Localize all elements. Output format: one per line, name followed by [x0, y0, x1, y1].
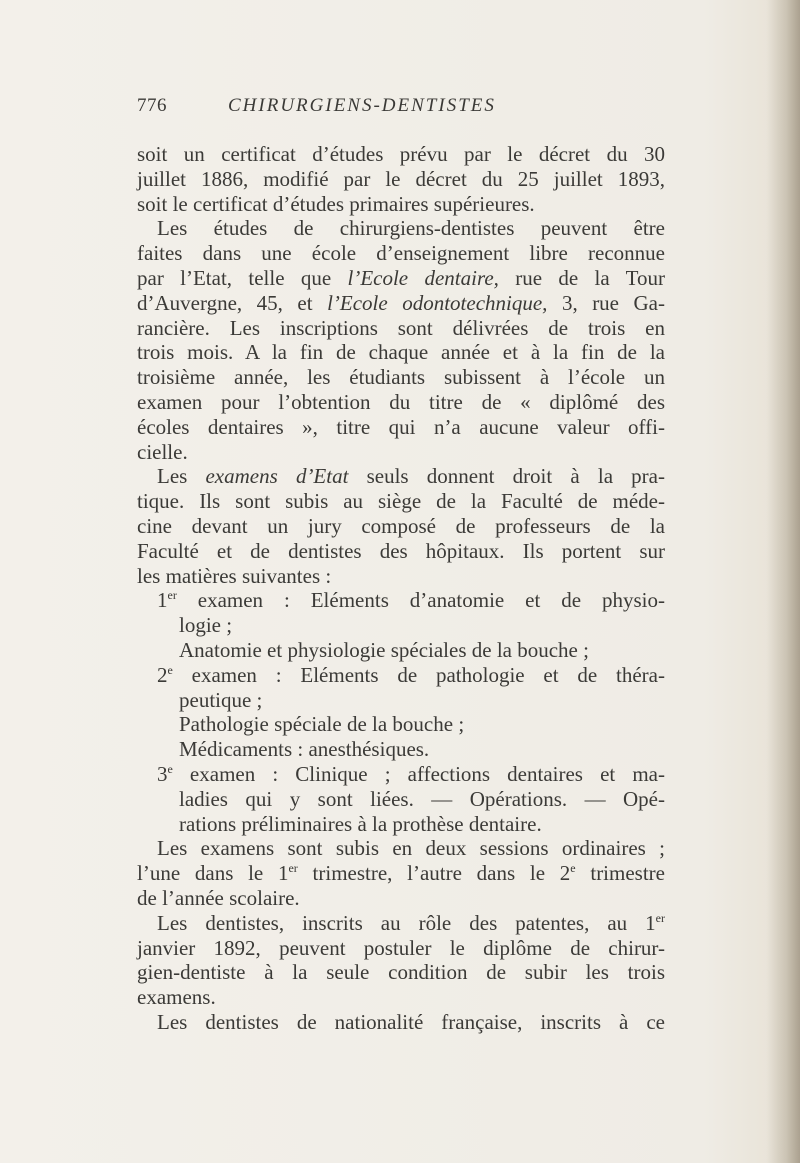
text-segment: de l’année scolaire. — [137, 885, 300, 910]
text-segment: 3, rue Ga- — [547, 290, 665, 315]
italic-phrase: examens d’Etat — [205, 464, 349, 489]
italic-phrase: l’Ecole odontotechnique, — [327, 290, 548, 315]
text-segment: trimestre — [575, 861, 665, 886]
text-line — [137, 1010, 665, 1035]
text-segment: rue de la Tour — [498, 265, 665, 290]
text-line — [137, 712, 665, 737]
text-line — [137, 663, 665, 688]
text-segment: tique. Ils sont subis au siège de la Faculté de méde- — [137, 489, 665, 514]
text-segment: examens. — [137, 985, 216, 1010]
text-line — [137, 762, 665, 787]
text-line — [137, 737, 665, 762]
text-line — [137, 985, 665, 1010]
text-line — [137, 241, 665, 266]
text-segment: les matières suivantes : — [137, 563, 332, 588]
text-line — [137, 192, 665, 217]
text-line — [137, 440, 665, 465]
text-line — [137, 638, 665, 663]
text-segment: soit un certificat d’études prévu par le décret du 30 — [137, 142, 665, 166]
text-line — [137, 365, 665, 390]
ordinal-suffix: e — [167, 761, 173, 776]
text-segment: examen : Clinique ; affections dentaires et ma- — [172, 761, 665, 786]
text-line — [137, 142, 665, 167]
body-text — [137, 142, 665, 1035]
text-segment: ladies qui y sont liées. — Opérations. — Opé- — [179, 786, 665, 811]
text-line — [137, 489, 665, 514]
text-line — [137, 167, 665, 192]
text-line — [137, 266, 665, 291]
text-line — [137, 316, 665, 341]
page-edge-shadow — [766, 0, 800, 1163]
text-line — [137, 836, 665, 861]
text-segment: Les études de chirurgiens-dentistes peuvent être — [157, 216, 665, 241]
text-segment: seuls donnent droit à la pra- — [348, 464, 665, 489]
text-segment: troisième année, les étudiants subissent à l’école un — [137, 365, 665, 390]
text-segment: cielle. — [137, 439, 188, 464]
text-line — [137, 936, 665, 961]
ordinal-suffix: er — [288, 861, 298, 876]
text-segment: Médicaments : anesthésiques. — [179, 737, 430, 762]
text-segment: examen pour l’obtention du titre de « diplômé des — [137, 389, 665, 414]
text-segment: faites dans une école d’enseignement libre reconnue — [137, 241, 665, 266]
text-line — [137, 564, 665, 589]
text-segment: juillet 1886, modifié par le décret du 25 juillet 1893, — [137, 166, 665, 191]
ordinal-suffix: er — [655, 910, 665, 925]
text-segment: trois mois. A la fin de chaque année et à la fin de la — [137, 340, 665, 365]
text-segment: Les dentistes, inscrits au rôle des patentes, au 1 — [157, 910, 656, 935]
text-line — [137, 886, 665, 911]
text-segment: d’Auvergne, 45, et — [137, 290, 328, 315]
ordinal-suffix: e — [167, 662, 173, 677]
text-segment: rancière. Les inscriptions sont délivrées de trois en — [137, 315, 665, 340]
text-line — [137, 613, 665, 638]
text-line — [137, 960, 665, 985]
text-line — [137, 688, 665, 713]
text-segment: cine devant un jury composé de professeurs de la — [137, 513, 665, 538]
ordinal-suffix: e — [570, 861, 576, 876]
text-line — [137, 216, 665, 241]
text-segment: gien-dentiste à la seule condition de subir les trois — [137, 960, 665, 985]
text-segment: Anatomie et physiologie spéciales de la bouche ; — [179, 637, 589, 662]
text-segment: trimestre, l’autre dans le 2 — [297, 861, 571, 886]
text-segment: Pathologie spéciale de la bouche ; — [179, 712, 465, 737]
text-line — [137, 291, 665, 316]
text-line — [137, 787, 665, 812]
italic-phrase: l’Ecole dentaire, — [347, 265, 499, 290]
page-number: 776 — [137, 95, 167, 116]
text-segment: janvier 1892, peuvent postuler le diplôme de chirur- — [137, 935, 665, 960]
text-segment: examen : Eléments d’anatomie et de physio- — [176, 588, 665, 613]
text-line — [137, 812, 665, 837]
text-segment: soit le certificat d’études primaires supérieures. — [137, 191, 535, 216]
text-segment: examen : Eléments de pathologie et de théra- — [172, 662, 665, 687]
text-segment: rations préliminaires à la prothèse dentaire. — [179, 811, 542, 836]
text-line — [137, 539, 665, 564]
text-line — [137, 340, 665, 365]
text-segment: par l’Etat, telle que — [137, 265, 348, 290]
text-segment: Les examens sont subis en deux sessions ordinaires ; — [157, 836, 665, 861]
text-segment: logie ; — [179, 613, 233, 638]
text-segment: 3 — [157, 761, 168, 786]
text-line — [137, 390, 665, 415]
text-line — [137, 861, 665, 886]
text-segment: Les — [157, 464, 206, 489]
text-line — [137, 588, 665, 613]
text-segment: 1 — [157, 588, 168, 613]
text-segment: Les dentistes de nationalité française, inscrits à ce — [157, 1009, 665, 1034]
text-line — [137, 911, 665, 936]
running-title: CHIRURGIENS-DENTISTES — [228, 95, 496, 116]
ordinal-suffix: er — [167, 588, 177, 603]
running-head — [137, 95, 657, 121]
text-line — [137, 415, 665, 440]
text-segment: peutique ; — [179, 687, 263, 712]
text-line — [137, 514, 665, 539]
text-segment: 2 — [157, 662, 168, 687]
text-line — [137, 464, 665, 489]
text-segment: l’une dans le 1 — [137, 861, 289, 886]
text-segment: écoles dentaires », titre qui n’a aucune valeur offi- — [137, 414, 665, 439]
text-segment: Faculté et de dentistes des hôpitaux. Ils portent sur — [137, 538, 665, 563]
